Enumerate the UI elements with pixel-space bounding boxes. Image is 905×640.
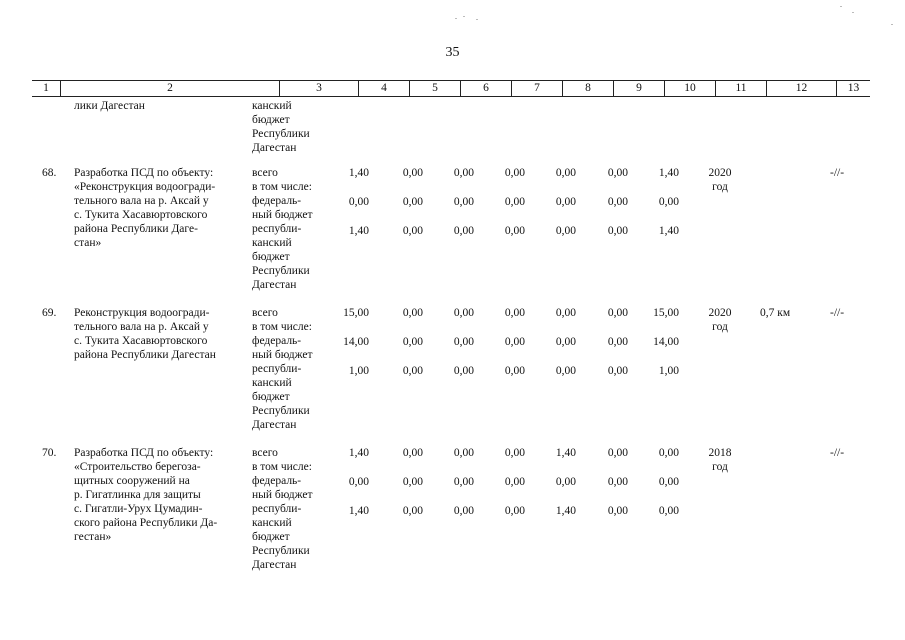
- value-cell: 0,00: [504, 505, 525, 517]
- row-year-value: 2020: [708, 307, 732, 319]
- row-source-line: ный бюджет: [252, 209, 313, 221]
- value-cell: 0,00: [504, 476, 525, 488]
- row-note: -//-: [830, 307, 845, 319]
- value-cell: 1,40: [348, 225, 369, 237]
- row-number: 68.: [42, 167, 57, 179]
- row-name-line: с. Тукита Хасавюртовского: [74, 209, 208, 221]
- value-cell: 0,00: [453, 307, 474, 319]
- value-cell: 1,00: [348, 365, 369, 377]
- row-name-line: стан»: [74, 237, 102, 249]
- value-cell: 1,40: [348, 505, 369, 517]
- row-source-line: Республики: [252, 265, 310, 277]
- row-year: [706, 306, 734, 334]
- row-source-line: федераль-: [252, 335, 302, 347]
- row-year: [706, 446, 734, 474]
- header-col-3: 3: [279, 81, 358, 96]
- value-cell: 1,40: [658, 225, 679, 237]
- header-col-9: 9: [613, 81, 664, 96]
- value-cell: 0,00: [504, 447, 525, 459]
- value-cell: 0,00: [453, 167, 474, 179]
- row-name-line: «Реконструкция водоогради-: [74, 181, 216, 193]
- row-source-line: Дагестан: [252, 559, 297, 571]
- row-source: [252, 446, 313, 572]
- value-cell: 0,00: [453, 365, 474, 377]
- value-cell: 0,00: [402, 476, 423, 488]
- header-col-1: 1: [43, 82, 49, 94]
- value-cell: 1,00: [658, 365, 679, 377]
- row-source: [252, 166, 313, 292]
- row-name-line: щитных сооружений на: [74, 475, 190, 487]
- value-cell: 0,00: [402, 307, 423, 319]
- value-cell: 0,00: [402, 167, 423, 179]
- row-name-line: тельного вала на р. Аксай у: [74, 195, 209, 207]
- scan-speck: [455, 18, 457, 19]
- continuation-source-line: бюджет: [252, 114, 290, 126]
- row-name: [74, 446, 239, 544]
- value-cell: 0,00: [402, 336, 423, 348]
- row-name-line: Разработка ПСД по объекту:: [74, 167, 214, 179]
- value-cell: 0,00: [402, 225, 423, 237]
- value-cell: 0,00: [453, 476, 474, 488]
- row-year-value: 2018: [708, 447, 732, 459]
- row-name-line: ского района Республики Да-: [74, 517, 218, 529]
- value-cell: 0,00: [504, 225, 525, 237]
- value-cell: 0,00: [348, 196, 369, 208]
- value-cell: 0,00: [504, 365, 525, 377]
- value-cell: 1,40: [348, 167, 369, 179]
- value-cell: 0,00: [658, 196, 679, 208]
- row-source-line: ный бюджет: [252, 349, 313, 361]
- row-name-line: с. Гигатли-Урух Цумадин-: [74, 503, 203, 515]
- value-cell: 0,00: [453, 505, 474, 517]
- header-col-2: 2: [60, 81, 279, 96]
- value-cell: 0,00: [453, 196, 474, 208]
- header-col-10: 10: [664, 81, 715, 96]
- continuation-source-line: Республики: [252, 128, 310, 140]
- row-number: 70.: [42, 447, 57, 459]
- value-cell: 0,00: [555, 196, 576, 208]
- value-cell: 1,40: [555, 447, 576, 459]
- value-cell: 14,00: [343, 336, 369, 348]
- value-cell: 0,00: [555, 476, 576, 488]
- row-note: -//-: [830, 447, 845, 459]
- value-cell: 0,00: [504, 336, 525, 348]
- row-source-line: бюджет: [252, 531, 290, 543]
- row-source-line: республи-: [252, 223, 302, 235]
- value-cell: 0,00: [555, 307, 576, 319]
- row-source-line: федераль-: [252, 195, 302, 207]
- value-cell: 0,00: [607, 365, 628, 377]
- value-cell: 15,00: [343, 307, 369, 319]
- scan-speck: [463, 16, 465, 17]
- row-number: 69.: [42, 307, 57, 319]
- row-year-unit: год: [712, 461, 728, 473]
- value-cell: 15,00: [653, 307, 679, 319]
- row-year-unit: год: [712, 181, 728, 193]
- value-cell: 0,00: [402, 505, 423, 517]
- row-source-line: республи-: [252, 363, 302, 375]
- row-name-line: Реконструкция водоогради-: [74, 307, 210, 319]
- row-name: [74, 166, 239, 250]
- value-cell: 1,40: [658, 167, 679, 179]
- value-cell: 14,00: [653, 336, 679, 348]
- row-source-line: Республики: [252, 545, 310, 557]
- value-cell: 0,00: [453, 447, 474, 459]
- row-source-line: в том числе:: [252, 321, 312, 333]
- row-year-unit: год: [712, 321, 728, 333]
- row-name-line: с. Тукита Хасавюртовского: [74, 335, 208, 347]
- continuation-source-line: канский: [252, 100, 292, 112]
- header-col-6: 6: [460, 81, 511, 96]
- row-source-line: в том числе:: [252, 461, 312, 473]
- row-note: -//-: [830, 167, 845, 179]
- value-cell: 0,00: [555, 336, 576, 348]
- row-source-line: федераль-: [252, 475, 302, 487]
- value-cell: 0,00: [658, 447, 679, 459]
- value-cell: 0,00: [504, 196, 525, 208]
- row-year: [706, 166, 734, 194]
- row-name: [74, 306, 239, 362]
- value-cell: 0,00: [555, 167, 576, 179]
- value-cell: 0,00: [607, 307, 628, 319]
- row-source-line: в том числе:: [252, 181, 312, 193]
- row-name-line: р. Гигатлинка для защиты: [74, 489, 201, 501]
- value-cell: 1,40: [555, 505, 576, 517]
- value-cell: 0,00: [607, 447, 628, 459]
- value-cell: 0,00: [658, 476, 679, 488]
- value-cell: 0,00: [607, 225, 628, 237]
- row-source-line: ный бюджет: [252, 489, 313, 501]
- header-col-7: 7: [511, 81, 562, 96]
- header-col-4: 4: [358, 81, 409, 96]
- row-name-line: Разработка ПСД по объекту:: [74, 447, 214, 459]
- row-source-line: бюджет: [252, 391, 290, 403]
- value-cell: 0,00: [453, 225, 474, 237]
- row-source-line: канский: [252, 237, 292, 249]
- row-name-line: гестан»: [74, 531, 112, 543]
- row-source-line: канский: [252, 517, 292, 529]
- header-col-13: 13: [836, 81, 870, 96]
- row-name-line: района Республики Дагестан: [74, 349, 216, 361]
- scan-speck: [840, 6, 842, 7]
- page-number: 35: [445, 45, 460, 60]
- value-cell: 0,00: [607, 476, 628, 488]
- value-cell: 0,00: [607, 196, 628, 208]
- row-source-line: всего: [252, 167, 278, 179]
- value-cell: 0,00: [504, 167, 525, 179]
- row-source-line: всего: [252, 447, 278, 459]
- row-name-line: района Республики Даге-: [74, 223, 198, 235]
- header-col-8: 8: [562, 81, 613, 96]
- value-cell: 0,00: [402, 196, 423, 208]
- row-source-line: Дагестан: [252, 279, 297, 291]
- scan-speck: [891, 24, 893, 25]
- row-capacity: 0,7 км: [760, 307, 791, 319]
- value-cell: 0,00: [402, 365, 423, 377]
- value-cell: 0,00: [607, 505, 628, 517]
- continuation-source-line: Дагестан: [252, 142, 297, 154]
- value-cell: 0,00: [453, 336, 474, 348]
- value-cell: 0,00: [607, 167, 628, 179]
- row-name-line: тельного вала на р. Аксай у: [74, 321, 209, 333]
- continuation-source: [252, 99, 310, 155]
- row-source-line: бюджет: [252, 251, 290, 263]
- table-header: [32, 80, 870, 97]
- value-cell: 0,00: [402, 447, 423, 459]
- scan-speck: [852, 12, 854, 13]
- value-cell: 0,00: [555, 365, 576, 377]
- row-source-line: республи-: [252, 503, 302, 515]
- header-col-5: 5: [409, 81, 460, 96]
- row-source-line: Дагестан: [252, 419, 297, 431]
- row-source-line: всего: [252, 307, 278, 319]
- row-year-value: 2020: [708, 167, 732, 179]
- row-source-line: канский: [252, 377, 292, 389]
- row-name-line: «Строительство берегоза-: [74, 461, 201, 473]
- header-col-11: 11: [715, 81, 766, 96]
- value-cell: 1,40: [348, 447, 369, 459]
- row-source-line: Республики: [252, 405, 310, 417]
- value-cell: 0,00: [555, 225, 576, 237]
- value-cell: 0,00: [504, 307, 525, 319]
- value-cell: 0,00: [348, 476, 369, 488]
- row-source: [252, 306, 313, 432]
- header-col-12: 12: [766, 81, 836, 96]
- continuation-name: лики Дагестан: [74, 100, 145, 112]
- value-cell: 0,00: [607, 336, 628, 348]
- value-cell: 0,00: [658, 505, 679, 517]
- scan-speck: [476, 19, 478, 20]
